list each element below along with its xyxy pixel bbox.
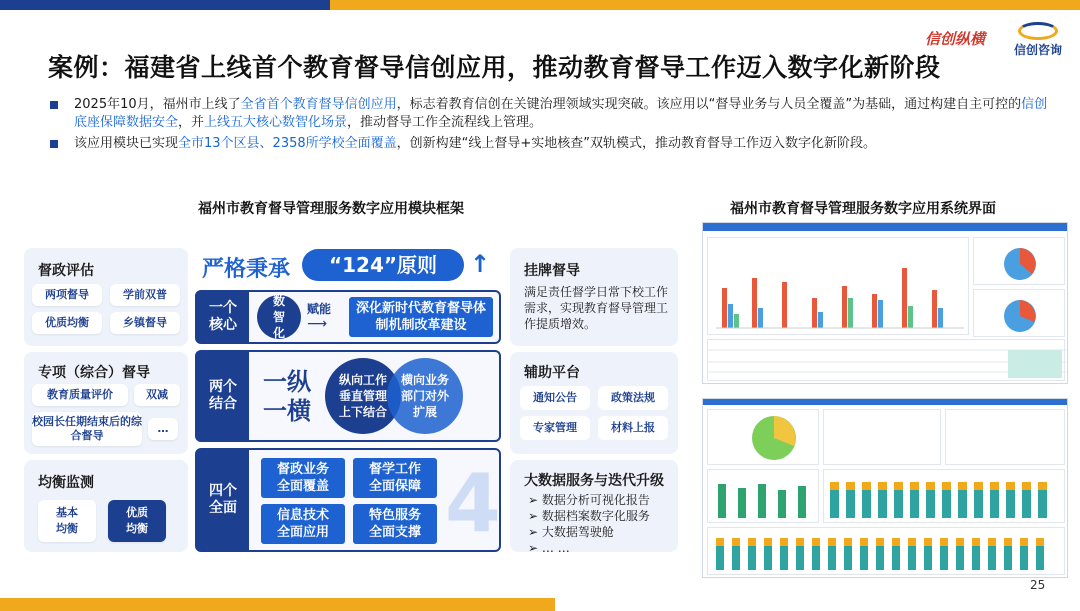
system-screenshot-report bbox=[702, 398, 1068, 578]
system-screenshot-dashboard bbox=[702, 222, 1068, 384]
bullet-highlight: 信创底座保障数据安全 bbox=[74, 97, 1048, 130]
chip-quality-eval[interactable]: 教育质量评价 bbox=[32, 384, 128, 406]
row-label: 两个结合 bbox=[197, 352, 249, 440]
pie-panel-1 bbox=[973, 237, 1065, 285]
brand-logo-consulting bbox=[1010, 22, 1066, 58]
pie-chart-graphic bbox=[708, 410, 820, 466]
vertical-circle: 纵向工作垂直管理上下结合 bbox=[325, 358, 401, 434]
highlight-cell bbox=[1008, 350, 1062, 378]
list-panel-2 bbox=[945, 409, 1065, 465]
module-title: 挂牌督导 bbox=[524, 263, 580, 279]
box-it-application: 信息技术全面应用 bbox=[261, 504, 345, 544]
category-title: 均衡监测 bbox=[38, 475, 94, 491]
pie-panel-3 bbox=[707, 409, 819, 465]
row-label: 一个核心 bbox=[197, 292, 249, 342]
box-special-service: 特色服务全面支撑 bbox=[353, 504, 437, 544]
chip-basic-balance[interactable]: 基本均衡 bbox=[38, 500, 96, 542]
bullet-item bbox=[48, 135, 1048, 153]
bullet-highlight: 上线五大核心数智化场景 bbox=[204, 115, 348, 130]
bar-chart-graphic bbox=[708, 470, 820, 524]
interface-title: 福州市教育督导管理服务数字应用系统界面 bbox=[730, 201, 996, 217]
chip-principal-term[interactable]: 校园长任期结束后的综合督导 bbox=[32, 412, 142, 446]
module-title: 大数据服务与迭代升级 bbox=[524, 473, 664, 489]
row-label: 四个全面 bbox=[197, 450, 249, 550]
horizontal-circle: 横向业务部门对外扩展 bbox=[387, 358, 463, 434]
pie-chart-graphic bbox=[974, 290, 1066, 338]
page-title: 案例：福建省上线首个教育督导信创应用，推动教育督导工作迈入数字化新阶段 bbox=[48, 53, 941, 82]
chip-double-reduction[interactable]: 双减 bbox=[134, 384, 180, 406]
box-governance-coverage: 督政业务全面覆盖 bbox=[261, 458, 345, 498]
screenshot-header-bar bbox=[703, 399, 1067, 405]
bottom-band-orange bbox=[0, 598, 555, 611]
pie-chart-graphic bbox=[974, 238, 1066, 286]
bullet-text: ，并 bbox=[178, 115, 205, 130]
bar-panel-green bbox=[707, 469, 819, 523]
slogan: 严格秉承 bbox=[202, 257, 291, 282]
bullet-text: ，推动督导工作全流程线上管理。 bbox=[347, 115, 543, 130]
module-listing-supervision bbox=[510, 248, 678, 346]
box-supervision-support: 督学工作全面保障 bbox=[353, 458, 437, 498]
chip-experts[interactable]: 专家管理 bbox=[520, 416, 590, 440]
top-band-navy bbox=[0, 0, 330, 10]
chip-preschool[interactable]: 学前双普 bbox=[110, 284, 180, 306]
chip-policy[interactable]: 政策法规 bbox=[598, 386, 668, 410]
category-title: 专项（综合）督导 bbox=[38, 365, 150, 381]
bullet-highlight: 全省首个教育督导信创应用 bbox=[240, 97, 397, 112]
brand-logo-xinchuang: 信创纵横 bbox=[925, 30, 986, 48]
pie-panel-2 bbox=[973, 289, 1065, 337]
category-title: 督政评估 bbox=[38, 263, 94, 279]
stacked-bar-panel bbox=[823, 469, 1065, 523]
row-one-core bbox=[195, 290, 501, 344]
wide-stacked-bar-panel bbox=[707, 527, 1065, 575]
module-aux-platform bbox=[510, 352, 678, 454]
chip-notice[interactable]: 通知公告 bbox=[520, 386, 590, 410]
vertical-horizontal-label: 一纵一横 bbox=[263, 368, 311, 425]
bigdata-list bbox=[528, 492, 650, 556]
digital-circle: 数智化 bbox=[257, 295, 301, 339]
bullet-text: ，创新构建“线上督导+实地核查”双轨模式，推动教育督导工作迈入数字化新阶段。 bbox=[396, 136, 877, 151]
list-item: ➢ … … bbox=[528, 540, 650, 556]
framework-title: 福州市教育督导管理服务数字应用模块框架 bbox=[198, 201, 464, 217]
big-digit: 4 bbox=[445, 457, 501, 550]
list-panel-1 bbox=[823, 409, 941, 465]
page-number: 25 bbox=[1030, 578, 1046, 592]
top-band-orange bbox=[330, 0, 1080, 10]
bullet-text: ，标志着教育信创在关键治理领域实现突破。该应用以“督导业务与人员全覆盖”为基础，通过构建自主可控的 bbox=[396, 97, 1022, 112]
stacked-bar-graphic bbox=[824, 470, 1066, 524]
category-governance bbox=[24, 248, 188, 346]
list-item: ➢ 数据档案数字化服务 bbox=[528, 508, 650, 524]
arrow-right-icon: ⟶ bbox=[307, 316, 328, 332]
bullet-text: 该应用模块已实现 bbox=[74, 136, 179, 151]
bullet-highlight: 全市13个区县、2358所学校全面覆盖 bbox=[178, 136, 397, 151]
chip-two-inspections[interactable]: 两项督导 bbox=[32, 284, 102, 306]
data-table-panel bbox=[707, 339, 1065, 381]
bar-chart-graphic bbox=[708, 238, 970, 336]
up-arrow-icon: ↑ bbox=[470, 250, 491, 278]
logo-text: 信创咨询 bbox=[1013, 43, 1062, 57]
module-desc: 满足责任督学日常下校工作需求，实现教育督导管理工作提质增效。 bbox=[524, 285, 669, 331]
row-two-combine bbox=[195, 350, 501, 442]
principle-pill: “124”原则 bbox=[302, 249, 464, 281]
logo-ring-icon bbox=[1018, 22, 1058, 40]
chip-more[interactable]: … bbox=[148, 418, 178, 440]
bullet-item bbox=[48, 96, 1048, 132]
bar-chart-panel bbox=[707, 237, 969, 335]
category-special bbox=[24, 352, 188, 454]
chip-materials[interactable]: 材料上报 bbox=[598, 416, 668, 440]
category-monitoring bbox=[24, 460, 188, 552]
chip-quality-balance[interactable]: 优质均衡 bbox=[32, 312, 102, 334]
empower-label: 赋能 bbox=[307, 302, 332, 316]
row-four-all bbox=[195, 448, 501, 552]
bullet-square-icon bbox=[50, 140, 58, 148]
module-title: 辅助平台 bbox=[524, 365, 580, 381]
list-item: ➢ 数据分析可视化报告 bbox=[528, 492, 650, 508]
bullet-square-icon bbox=[50, 101, 58, 109]
bullet-text: 2025年10月，福州市上线了 bbox=[74, 97, 241, 112]
intro-bullets bbox=[48, 96, 1048, 156]
screenshot-header-bar bbox=[703, 223, 1067, 231]
list-item: ➢ 大数据驾驶舱 bbox=[528, 524, 650, 540]
module-bigdata bbox=[510, 460, 678, 555]
reform-box: 深化新时代教育督导体制机制改革建设 bbox=[349, 297, 493, 337]
chip-township[interactable]: 乡镇督导 bbox=[110, 312, 180, 334]
chip-quality-balance-highlight[interactable]: 优质均衡 bbox=[108, 500, 166, 542]
stacked-bar-graphic bbox=[708, 528, 1066, 576]
